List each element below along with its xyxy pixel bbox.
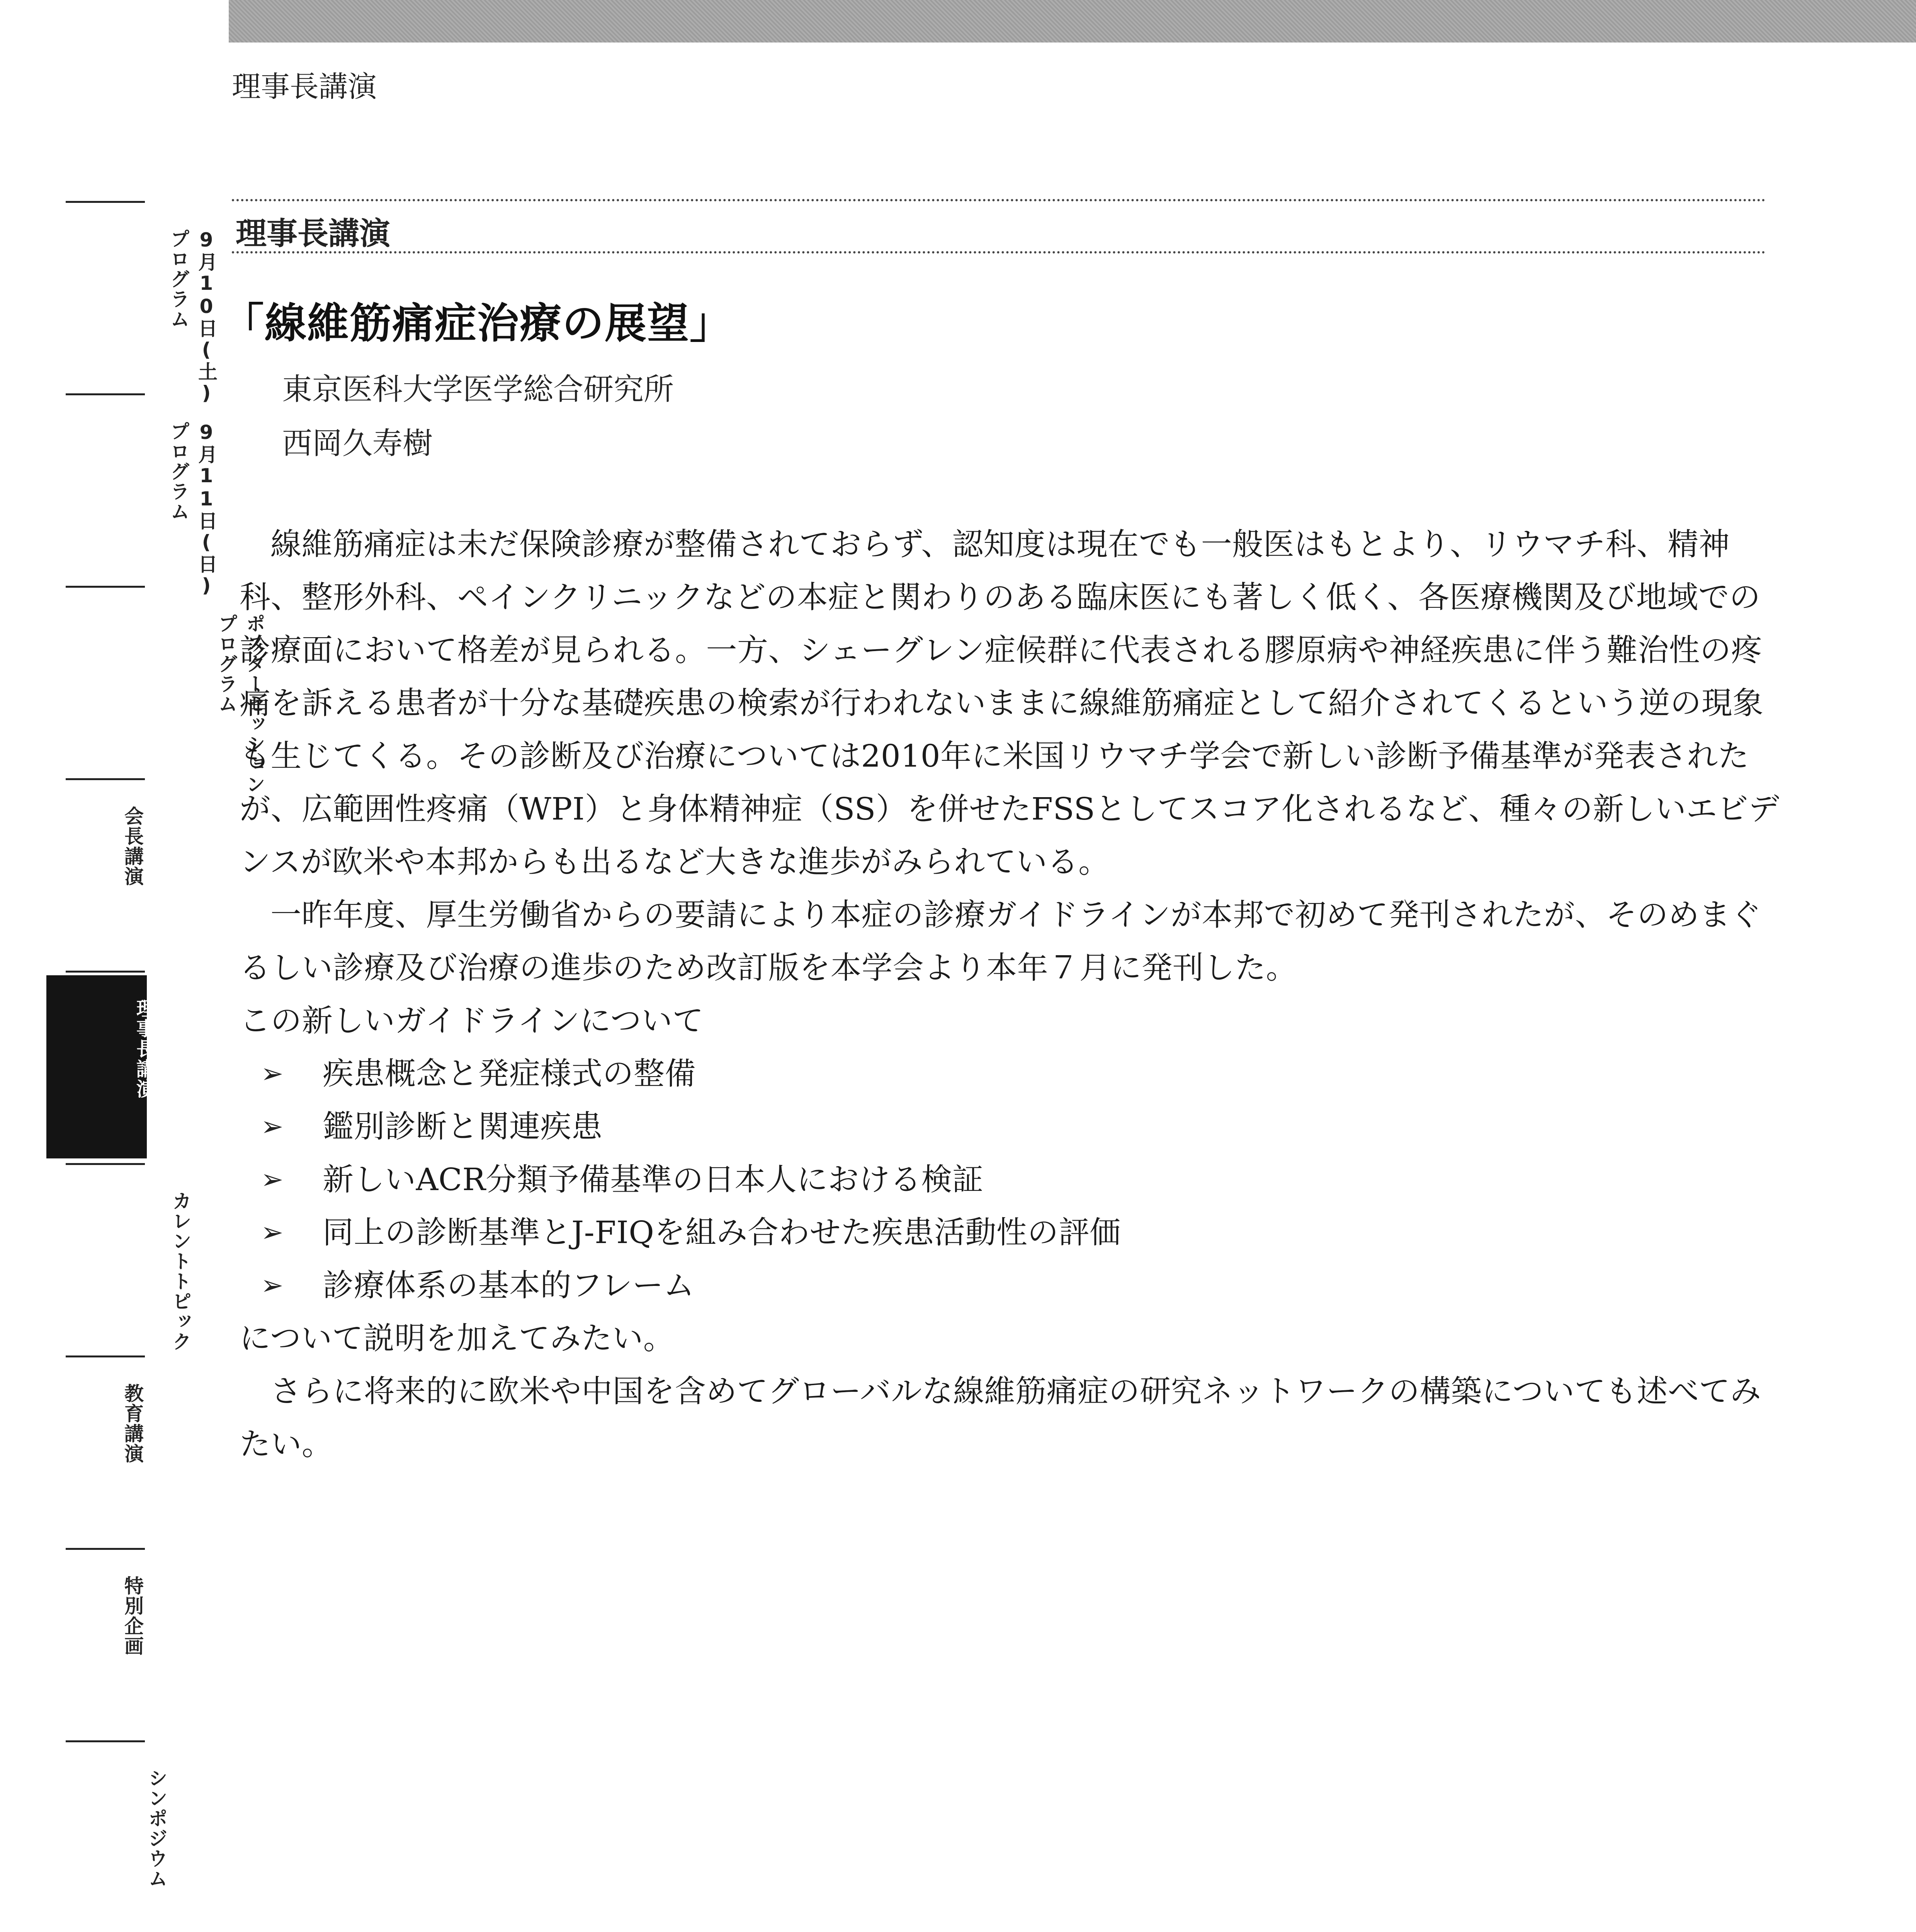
nav-divider (66, 1740, 145, 1742)
nav-tab-5[interactable] (46, 1168, 192, 1352)
paragraph: 一昨年度、厚生労働省からの要請により本症の診療ガイドラインが本邦で初めて発刊されたが、そのめまぐるしい診療及び治療の進歩のため改訂版を本学会より本年７月に発刊した。 (240, 897, 1762, 986)
top-banner (229, 0, 1916, 43)
nav-divider (66, 778, 145, 780)
section-bottom-divider (232, 251, 1766, 253)
list-item: ➢ 同上の診断基準とJ-FIQを組み合わせた疾患活動性の評価 (240, 1206, 1785, 1259)
nav-tab-0[interactable] (46, 206, 218, 405)
nav-tab-label: 会長講演 (121, 806, 144, 886)
author-name: 西岡久寿樹 (282, 426, 433, 461)
nav-tab-label: 理事長講演 (133, 998, 156, 1099)
arrow-bullet-icon: ➢ (261, 1058, 284, 1089)
section-top-divider (232, 199, 1766, 201)
nav-tab-label: 教育講演 (121, 1383, 144, 1464)
list-outro: について説明を加えてみたい。 (240, 1320, 675, 1356)
nav-tab-label: ポスターセッション (243, 614, 265, 794)
nav-tab-8[interactable] (46, 1745, 168, 1928)
running-header: 理事長講演 (232, 70, 377, 104)
paragraph: 線維筋痛症は未だ保険診療が整備されておらず、認知度は現在でも一般医はもとより、リウマチ科、精神科、整形外科、ペインクリニックなどの本症と関わりのある臨床医にも著しく低く、各医療機関及び地域での診療面において格差が見られる。一方、シェーグレン症候群に代表される膠原病や神経疾患に伴う難治性の疼痛を訴える患者が十分な基礎疾患の検索が行われないままに線維筋痛症として紹介されてくるという逆の現象も生じてくる。その診断及び治療については2010年に米国リウマチ学会で新しい診断予備基準が発表されたが、広範囲性疼痛（WPI）と身体精神症（SS）を併せたFSSとしてスコア化されるなど、種々の新しいエビデンスが欧米や本邦からも出るなど大きな進歩がみられている。 (240, 526, 1780, 880)
arrow-bullet-icon: ➢ (261, 1111, 284, 1142)
nav-divider (66, 1163, 145, 1165)
nav-tab-label: プログラム (167, 421, 190, 522)
section-label: 理事長講演 (236, 216, 390, 252)
nav-divider (66, 1355, 145, 1357)
nav-tab-label: 9月10日(土) (195, 229, 218, 405)
abstract-body (240, 518, 1785, 1471)
nav-tab-label: プログラム (167, 229, 190, 329)
nav-divider (66, 201, 145, 203)
paragraph: さらに将来的に欧米や中国を含めてグローバルな線維筋痛症の研究ネットワークの構築についても述べてみたい。 (240, 1373, 1761, 1462)
list-intro: この新しいガイドラインについて (240, 1003, 704, 1039)
nav-tab-3[interactable] (46, 783, 147, 966)
list-item: ➢ 新しいACR分類予備基準の日本人における検証 (240, 1153, 1785, 1206)
nav-tab-2[interactable] (46, 590, 265, 794)
arrow-bullet-icon: ➢ (261, 1216, 284, 1248)
nav-divider (66, 393, 145, 395)
nav-tab-6[interactable] (46, 1360, 147, 1543)
list-item: ➢ 診療体系の基本的フレーム (240, 1259, 1785, 1312)
nav-tab-label: 9月11日(日) (195, 421, 218, 597)
topic-list (240, 1047, 1785, 1312)
nav-divider (66, 1548, 145, 1550)
affiliation: 東京医科大学医学総合研究所 (282, 372, 674, 407)
arrow-bullet-icon: ➢ (261, 1269, 284, 1301)
nav-divider (66, 586, 145, 588)
arrow-bullet-icon: ➢ (261, 1163, 284, 1195)
nav-tab-label: シンポジウム (145, 1768, 168, 1889)
list-item: ➢ 鑑別診断と関連疾患 (240, 1100, 1785, 1153)
lecture-title: 「線維筋痛症治療の展望」 (222, 299, 733, 348)
list-item: ➢ 疾患概念と発症様式の整備 (240, 1047, 1785, 1100)
nav-tab-7[interactable] (46, 1553, 147, 1736)
nav-tab-label: 特別企画 (121, 1576, 144, 1656)
nav-divider (66, 971, 145, 973)
nav-tab-4[interactable] (46, 975, 156, 1158)
nav-tab-label: プログラム (215, 614, 238, 714)
nav-tab-1[interactable] (46, 398, 218, 597)
nav-tab-label: カレントトピック (169, 1191, 192, 1352)
